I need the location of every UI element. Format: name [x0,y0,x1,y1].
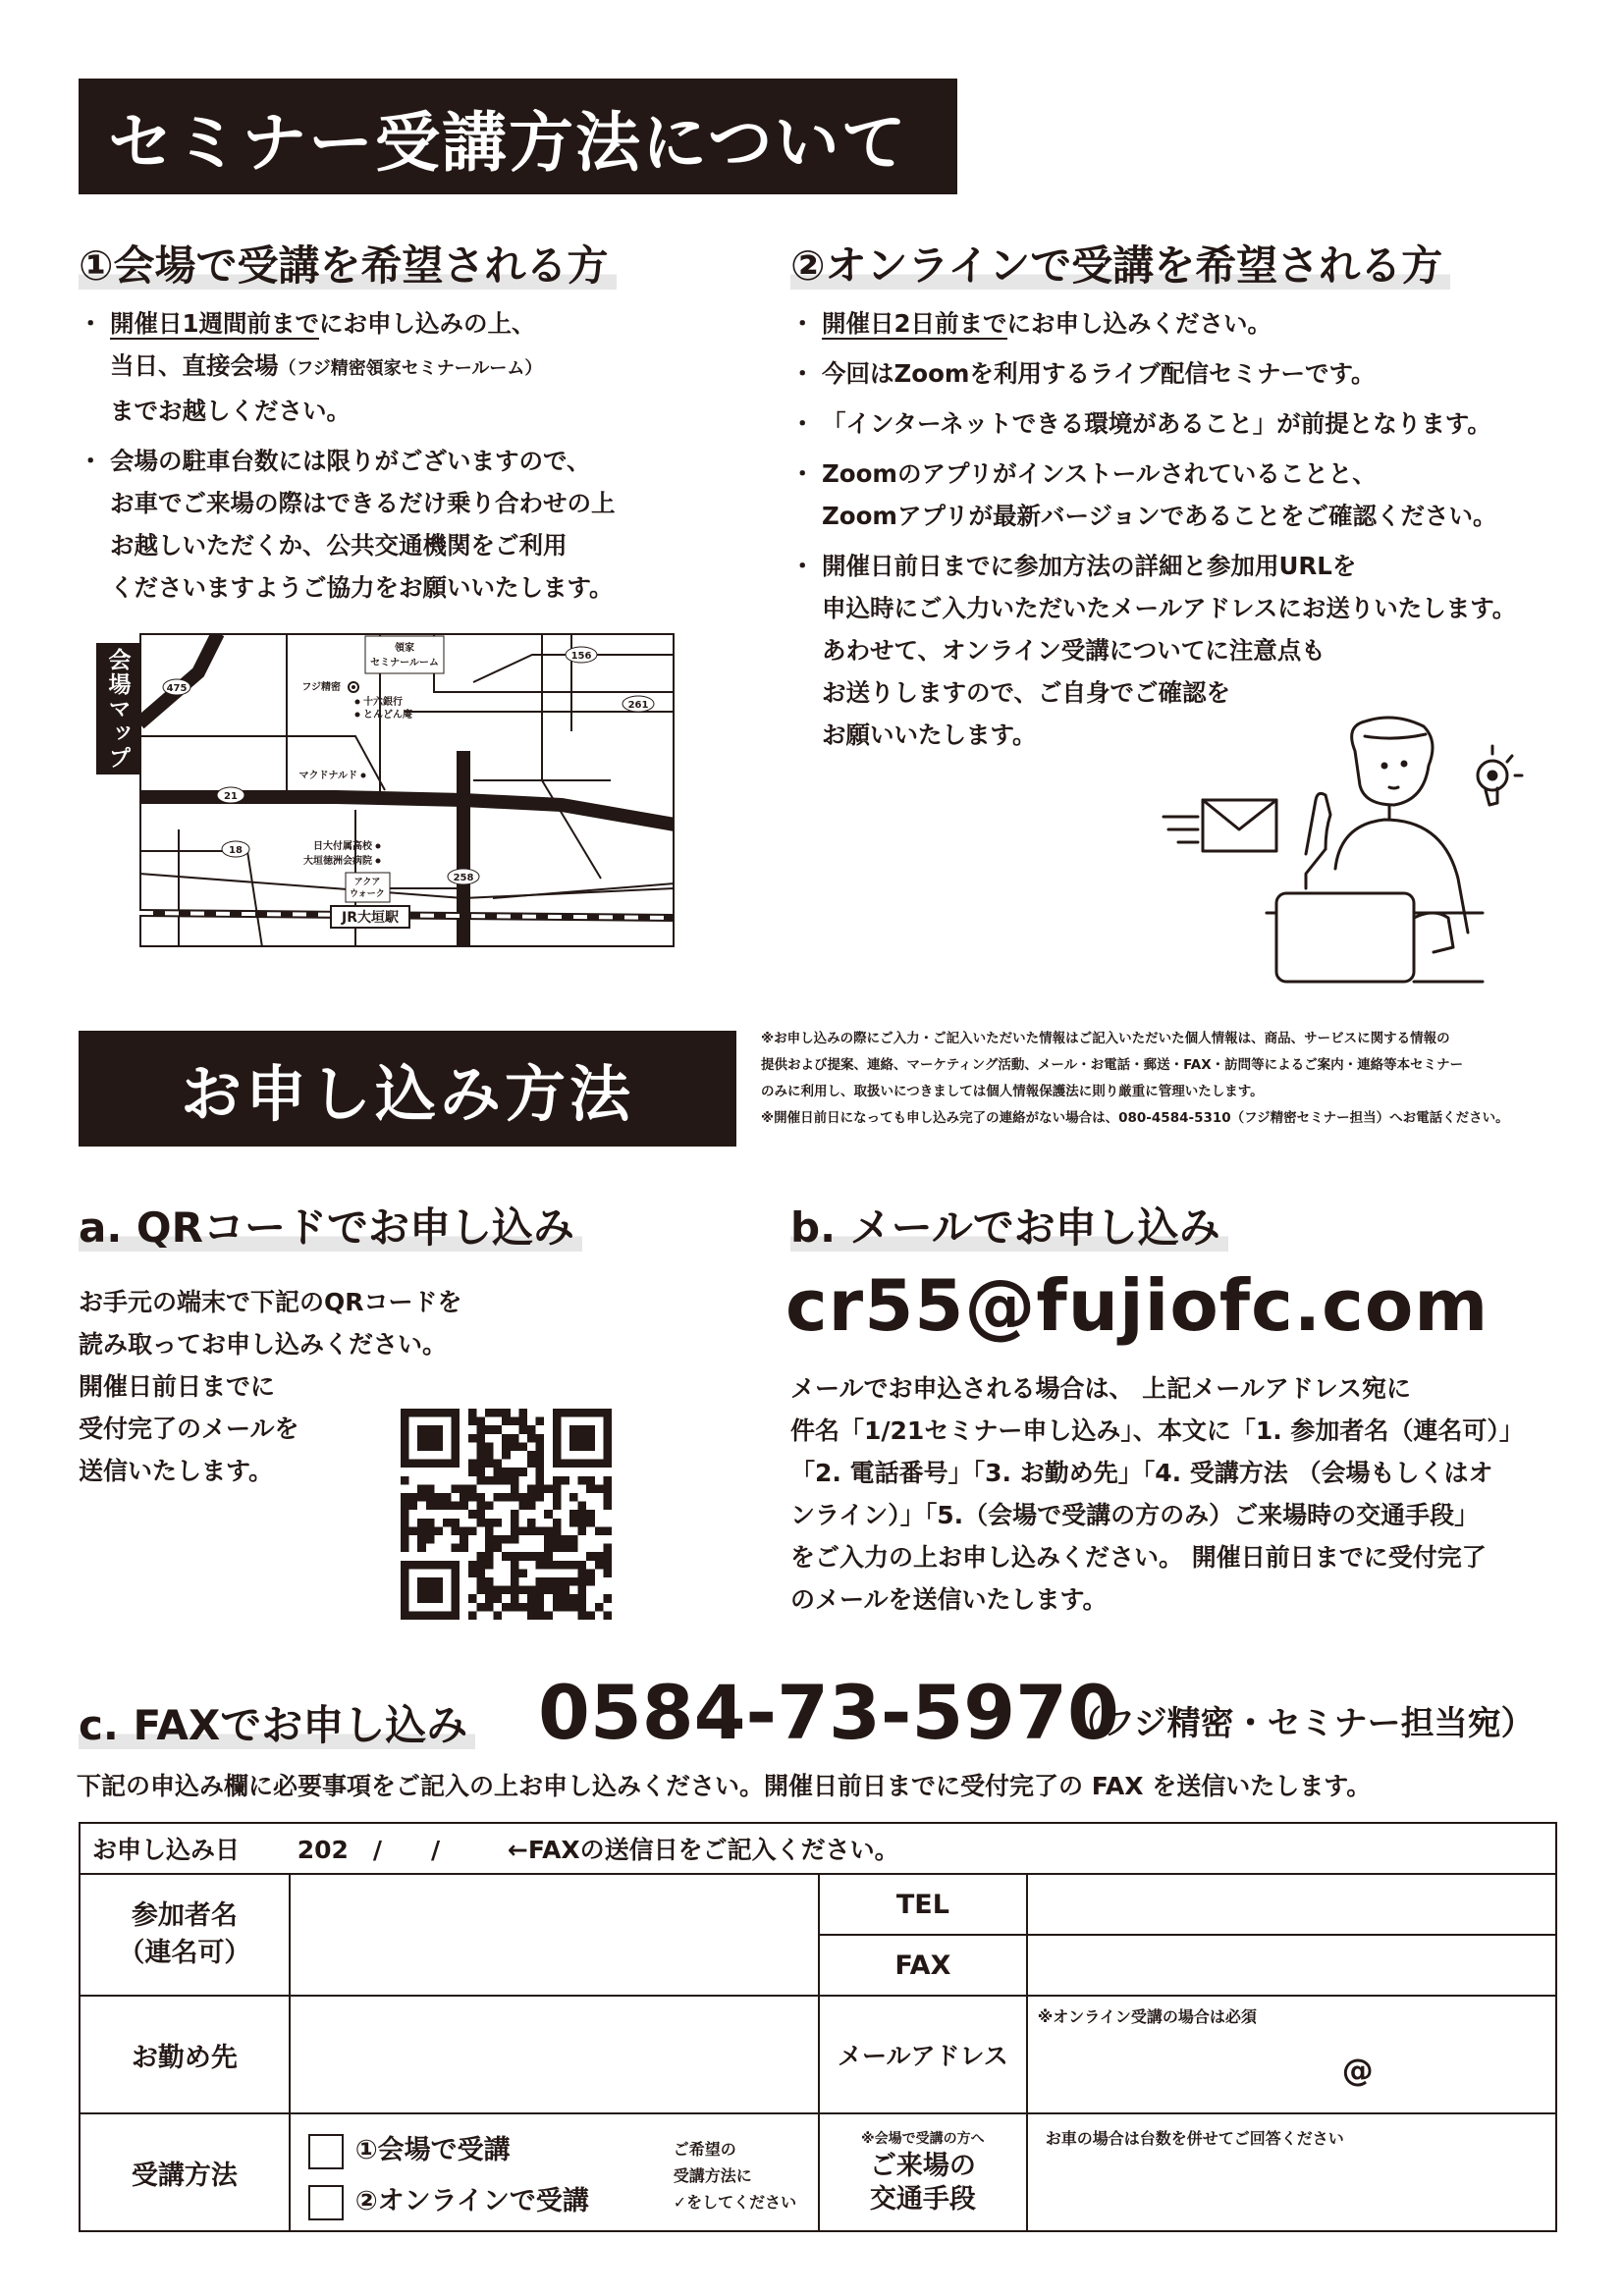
transport-field[interactable] [1027,2113,1556,2231]
tel-field[interactable] [1027,1874,1556,1935]
name-field[interactable] [290,1874,819,1996]
method-options [290,2113,819,2231]
map-route-156: 156 [570,651,592,662]
fax-field[interactable] [1027,1935,1556,1996]
online-heading: ②オンラインで受講を希望される方 [790,234,1450,293]
note-line-1: ※お申し込みの際にご入力・ご記入いただいた情報はご記入いただいた個人情報は、商品、サービスに関する情報の [761,1031,1450,1046]
map-fuji-label: フジ精密 [301,682,341,693]
method-label: 受講方法 [80,2113,290,2231]
option-venue[interactable]: ①会場で受講 [308,2128,511,2169]
date-value[interactable]: 202 / / [297,1836,441,1864]
qr-description: お手元の端末で下記のQRコードを 読み取ってお申し込みください。 開催日前日までに 受付完了のメールを 送信いたします。 [79,1288,462,1485]
check-instruction: ご希望の 受講方法に ✓をしてください [673,2140,797,2212]
at-sign: @ [1341,2052,1374,2089]
option-online[interactable]: ②オンラインで受講 [308,2179,589,2220]
map-route-18: 18 [229,845,243,856]
qr-code-icon[interactable] [401,1409,612,1620]
online-bullets [800,302,1516,764]
map-tondon-label: とんどん庵 [363,710,412,721]
application-form [79,1822,1557,2232]
tel-label: TEL [819,1874,1027,1935]
privacy-notes [761,1026,1509,1132]
email-field[interactable] [1027,1996,1556,2113]
email-label: メールアドレス [819,1996,1027,2113]
qr-heading: a. QRコードでお申し込み [79,1196,582,1255]
date-note: ←FAXの送信日をご記入ください。 [507,1836,899,1864]
company-label: お勤め先 [80,1996,290,2113]
map-route-261: 261 [627,700,649,711]
fax-label: FAX [819,1935,1027,1996]
map-mcd-label: マクドナルド [298,771,357,781]
map-side-label: 会場マップ [96,643,139,774]
date-row[interactable] [80,1823,1556,1874]
transport-label: ※会場で受講の方へ ご来場の 交通手段 [819,2113,1027,2231]
section-title-seminar-method: セミナー受講方法について [79,79,957,194]
mail-heading: b. メールでお申し込み [790,1196,1228,1255]
note-line-4: ※開催日前日になっても申し込み完了の連絡がない場合は、080-4584-5310（フジ精密セミナー担当）へお電話ください。 [761,1110,1509,1126]
map-hospital-label: 大垣徳洲会病院 [303,856,372,867]
online-bullet-3: ・ 「インターネットできる環境があること」が前提となります。 [800,402,1516,445]
person-laptop-illustration [1159,707,1551,991]
map-aqua-label-1: アクア [353,878,381,887]
name-label: 参加者名 （連名可） [80,1874,290,1996]
map-route-258: 258 [453,873,474,883]
map-station-label: JR大垣駅 [342,910,399,926]
map-bank-label: 十六銀行 [363,697,403,708]
checkbox-venue[interactable] [308,2134,344,2169]
fax-recipient: （フジ精密・セミナー担当宛） [1068,1704,1535,1743]
date-label: お申し込み日 [92,1836,241,1864]
map-venue-label-1: 領家 [395,643,414,654]
venue-bullets [88,302,616,616]
email-required-note: ※オンライン受講の場合は必須 [1037,2007,1257,2026]
mail-address[interactable]: cr55@fujiofc.com [785,1264,1489,1347]
online-bullet-1: ・ 開催日2日前までにお申し込みください。 [800,302,1516,345]
online-bullet-5: ・ 開催日前日までに参加方法の詳細と参加用URLを 申込時にご入力いただいたメールアドレスにお送りいたします。 あわせて、オンライン受講についてに注意点も お送りしますので、ご自身でご確認を お願いいたします。 [800,545,1516,756]
map-school-label: 日大付属高校 [313,841,372,852]
venue-map [139,633,675,947]
note-line-2: 提供および提案、連絡、マーケティング活動、メール・お電話・郵送・FAX・訪問等によるご案内・連絡等本セミナー [761,1057,1464,1073]
online-bullet-2: ・ 今回はZoomを利用するライブ配信セミナーです。 [800,352,1516,395]
car-note: お車の場合は台数を併せてご回答ください [1045,2129,1344,2148]
venue-bullet-2: ・ 会場の駐車台数には限りがございますので、 お車でご来場の際はできるだけ乗り合わせの上 お越しいただくか、公共交通機関をご利用 くださいますようご協力をお願いいたします。 [88,440,616,609]
mail-description: メールでお申込される場合は、 上記メールアドレス宛に 件名「1/21セミナー申し込み」、本文に「1. 参加者名（連名可）」 「2. 電話番号」「3. お勤め先」「4. 受講方法 （会場もしくはオ ンライン）」「5.（会場で受講の方のみ）ご来場時の交通手段」 をご入力の上お申し込みください。 開催日前日までに受付完了 のメールを送信いたします。 [790,1374,1524,1614]
note-line-3: のみに利用し、取扱いにつきましては個人情報保護法に則り厳重に管理いたします。 [761,1084,1264,1099]
venue-heading: ①会場で受講を希望される方 [79,234,617,293]
company-field[interactable] [290,1996,819,2113]
fax-heading: c. FAXでお申し込み [79,1693,475,1752]
fax-description: 下記の申込み欄に必要事項をご記入の上お申し込みください。開催日前日までに受付完了の FAX を送信いたします。 [77,1772,1372,1800]
map-venue-label-2: セミナールーム [370,658,439,668]
section-title-apply-method: お申し込み方法 [79,1031,736,1147]
map-route-475: 475 [166,683,188,694]
map-aqua-label-2: ウォーク [350,889,385,899]
online-bullet-4: ・ Zoomのアプリがインストールされていることと、 Zoomアプリが最新バージョンであることをご確認ください。 [800,453,1516,537]
fax-number[interactable]: 0584-73-5970 [538,1669,1119,1756]
checkbox-online[interactable] [308,2185,344,2220]
venue-bullet-1: ・ 開催日1週間前までにお申し込みの上、 当日、直接会場（フジ精密領家セミナールーム） までお越しください。 [88,302,616,432]
map-route-21: 21 [224,791,238,802]
